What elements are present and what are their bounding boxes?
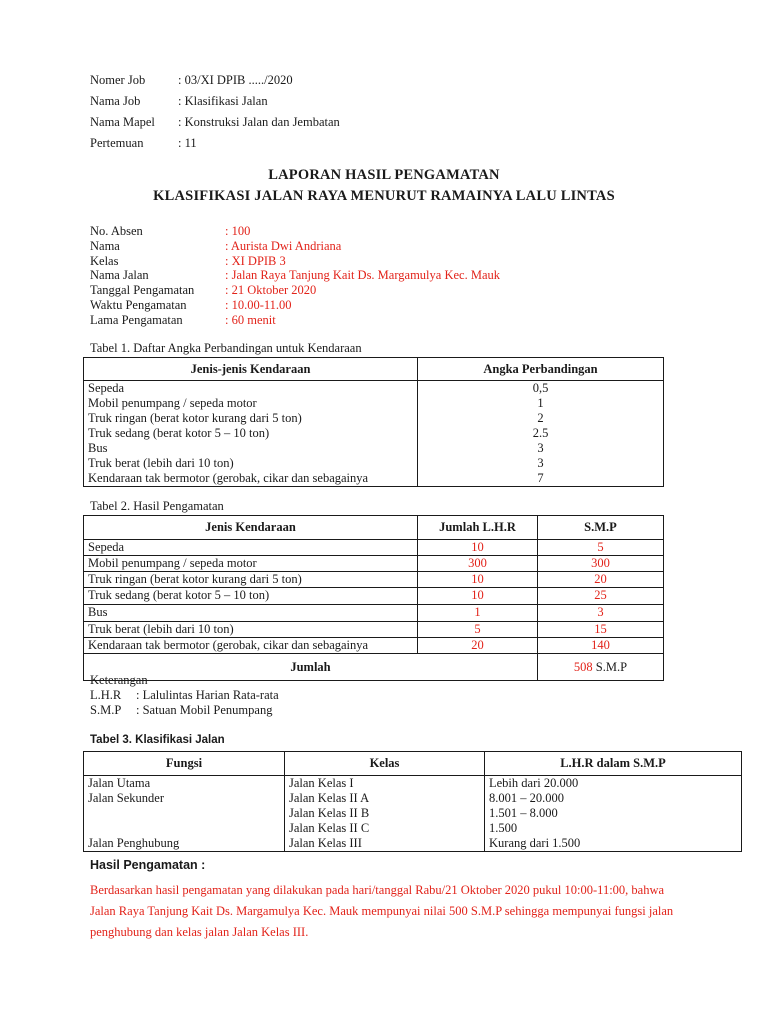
job-info-row [90, 112, 340, 133]
table2-total-unit: S.M.P [592, 659, 628, 674]
list-item [88, 821, 280, 836]
student-info-value: : Aurista Dwi Andriana [225, 238, 342, 253]
table3-lhr-cell [485, 776, 742, 852]
job-info-value: : 03/XI DPIB ...../2020 [178, 73, 293, 87]
list-item: Jalan Kelas II B [289, 806, 370, 820]
list-item: Jalan Kelas III [289, 836, 362, 850]
list-item: Jalan Kelas II A [289, 791, 370, 805]
table-row: Sepeda [88, 381, 125, 395]
table3-header-row [84, 752, 742, 776]
job-info-row [90, 91, 340, 112]
table2-jenis-cell: Truk berat (lebih dari 10 ton) [84, 622, 418, 638]
job-info-label: Nama Job [90, 94, 141, 108]
table3-body [84, 776, 742, 852]
table-row [84, 622, 664, 638]
table2-lhr-cell: 10 [418, 588, 538, 605]
table2-total-value: 508 [573, 659, 593, 674]
table3-header-fungsi: Fungsi [84, 752, 285, 776]
table2-lhr-cell: 10 [418, 572, 538, 588]
keterangan [90, 673, 279, 718]
job-info-label: Nama Mapel [90, 115, 155, 129]
student-info-label: Tanggal Pengamatan [90, 283, 195, 298]
table1-jenis-cell [84, 381, 418, 487]
list-item: 1.500 [489, 821, 518, 835]
table1-body [84, 381, 664, 487]
student-info-value: : 10.00-11.00 [225, 297, 292, 312]
table3-kelas-cell [285, 776, 485, 852]
keterangan-title: Keterangan [90, 673, 148, 687]
table2-smp-cell: 300 [538, 556, 664, 572]
table1-header-angka: Angka Perbandingan [418, 358, 664, 381]
table-row: Truk sedang (berat kotor 5 – 10 ton) [88, 426, 270, 440]
list-item: Jalan Utama [88, 776, 151, 790]
table-cell: 1 [537, 396, 544, 410]
table2-lhr-cell: 300 [418, 556, 538, 572]
report-title-line1: LAPORAN HASIL PENGAMATAN [268, 167, 500, 183]
student-info-row [90, 254, 500, 269]
table-row: Truk berat (lebih dari 10 ton) [88, 456, 234, 470]
table2-jenis-cell: Mobil penumpang / sepeda motor [84, 556, 418, 572]
list-item [88, 806, 280, 821]
keterangan-item [90, 688, 279, 703]
student-info-value: : 100 [225, 224, 251, 238]
student-info-label: Nama Jalan [90, 268, 149, 283]
table3-caption: Tabel 3. Klasifikasi Jalan [90, 734, 225, 746]
student-info-row [90, 283, 500, 298]
table1-angka-cell [418, 381, 664, 487]
table-row [84, 638, 664, 654]
table-row: Bus [88, 441, 108, 455]
report-title-line2: KLASIFIKASI JALAN RAYA MENURUT RAMAINYA LALU LINTAS [153, 188, 615, 204]
list-item: 1.501 – 8.000 [489, 806, 558, 820]
list-item: 8.001 – 20.000 [489, 791, 564, 805]
table2-jenis-cell: Bus [84, 605, 418, 622]
table-cell: 0,5 [532, 381, 549, 395]
job-info-row [90, 70, 340, 91]
table2-header-jenis: Jenis Kendaraan [84, 516, 418, 540]
table2-smp-cell: 15 [538, 622, 664, 638]
table2-caption: Tabel 2. Hasil Pengamatan [90, 499, 224, 513]
student-info-value: : 60 menit [225, 312, 276, 327]
table-row [84, 588, 664, 605]
keterangan-abbr: S.M.P [90, 703, 122, 717]
table2-smp-cell: 5 [538, 540, 664, 556]
keterangan-desc: : Satuan Mobil Penumpang [136, 703, 273, 717]
keterangan-item [90, 703, 279, 718]
table2-header-row [84, 516, 664, 540]
student-info-row [90, 268, 500, 283]
table3-header-lhr: L.H.R dalam S.M.P [485, 752, 742, 776]
result-text: Berdasarkan hasil pengamatan yang dilakukan pada hari/tanggal Rabu/21 Oktober 2020 pukul 10:00-11:00, bahwa Jalan Raya Tanjung Kait Ds. Margamulya Kec. Mauk mempunyai nilai 500 S.M.P sehingga mempunyai fungsi jalan penghubung dan kelas jalan Jalan Kelas III. [90, 883, 674, 939]
table-cell: 3 [537, 441, 544, 455]
table2-header-smp: S.M.P [538, 516, 664, 540]
table3-header-kelas: Kelas [285, 752, 485, 776]
job-info-value: : Klasifikasi Jalan [178, 94, 268, 108]
table2-smp-cell: 140 [538, 638, 664, 654]
job-info-value: : 11 [178, 136, 197, 150]
table2-smp-cell: 25 [538, 588, 664, 605]
table1-header-row [84, 358, 664, 381]
job-info [90, 70, 340, 154]
table-cell: 2.5 [532, 426, 549, 440]
table2-total-cell [538, 654, 664, 681]
list-item: Lebih dari 20.000 [489, 776, 579, 790]
table2-smp-cell: 3 [538, 605, 664, 622]
keterangan-desc: : Lalulintas Harian Rata-rata [136, 688, 279, 702]
table2-jenis-cell: Sepeda [84, 540, 418, 556]
job-info-value: : Konstruksi Jalan dan Jembatan [178, 115, 340, 129]
student-info [90, 224, 500, 328]
student-info-label: Nama [90, 238, 120, 253]
student-info-row [90, 298, 500, 313]
table3 [83, 751, 742, 852]
student-info-row [90, 224, 500, 239]
table-row [84, 556, 664, 572]
table-cell: 3 [537, 456, 544, 470]
table-cell: 2 [537, 411, 544, 425]
table2-lhr-cell: 5 [418, 622, 538, 638]
student-info-label: Lama Pengamatan [90, 312, 183, 327]
table1-header-jenis: Jenis-jenis Kendaraan [84, 358, 418, 381]
keterangan-abbr: L.H.R [90, 688, 122, 702]
table-row [84, 540, 664, 556]
table-row: Truk ringan (berat kotor kurang dari 5 ton) [88, 411, 302, 425]
student-info-value: : 21 Oktober 2020 [225, 283, 317, 298]
table1 [83, 357, 664, 487]
student-info-label: No. Absen [90, 224, 143, 238]
list-item: Jalan Sekunder [88, 791, 165, 805]
job-info-label: Nomer Job [90, 73, 146, 87]
student-info-value: : Jalan Raya Tanjung Kait Ds. Margamulya Kec. Mauk [225, 268, 500, 283]
job-info-row [90, 133, 340, 154]
table-row [84, 605, 664, 622]
table2-jenis-cell: Kendaraan tak bermotor (gerobak, cikar dan sebagainya [84, 638, 418, 654]
table2-lhr-cell: 10 [418, 540, 538, 556]
table2-total-label: Jumlah [84, 654, 538, 681]
student-info-label: Kelas [90, 253, 119, 268]
result-title: Hasil Pengamatan : [90, 858, 206, 872]
table2 [83, 515, 664, 681]
table-row [84, 572, 664, 588]
table2-jenis-cell: Truk ringan (berat kotor kurang dari 5 ton) [84, 572, 418, 588]
table1-caption: Tabel 1. Daftar Angka Perbandingan untuk Kendaraan [90, 341, 362, 355]
table-row: Kendaraan tak bermotor (gerobak, cikar dan sebagainya [88, 471, 369, 485]
job-info-label: Pertemuan [90, 136, 144, 150]
list-item: Jalan Kelas I [289, 776, 354, 790]
student-info-row [90, 239, 500, 254]
table2-lhr-cell: 1 [418, 605, 538, 622]
list-item: Kurang dari 1.500 [489, 836, 581, 850]
table2-lhr-cell: 20 [418, 638, 538, 654]
student-info-value: : XI DPIB 3 [225, 253, 286, 268]
table3-fungsi-cell [84, 776, 285, 852]
student-info-label: Waktu Pengamatan [90, 297, 187, 312]
student-info-row [90, 313, 500, 328]
table2-header-lhr: Jumlah L.H.R [418, 516, 538, 540]
table2-smp-cell: 20 [538, 572, 664, 588]
table-cell: 7 [537, 471, 544, 485]
table2-jenis-cell: Truk sedang (berat kotor 5 – 10 ton) [84, 588, 418, 605]
list-item: Jalan Penghubung [88, 836, 180, 850]
list-item: Jalan Kelas II C [289, 821, 370, 835]
table-row: Mobil penumpang / sepeda motor [88, 396, 257, 410]
